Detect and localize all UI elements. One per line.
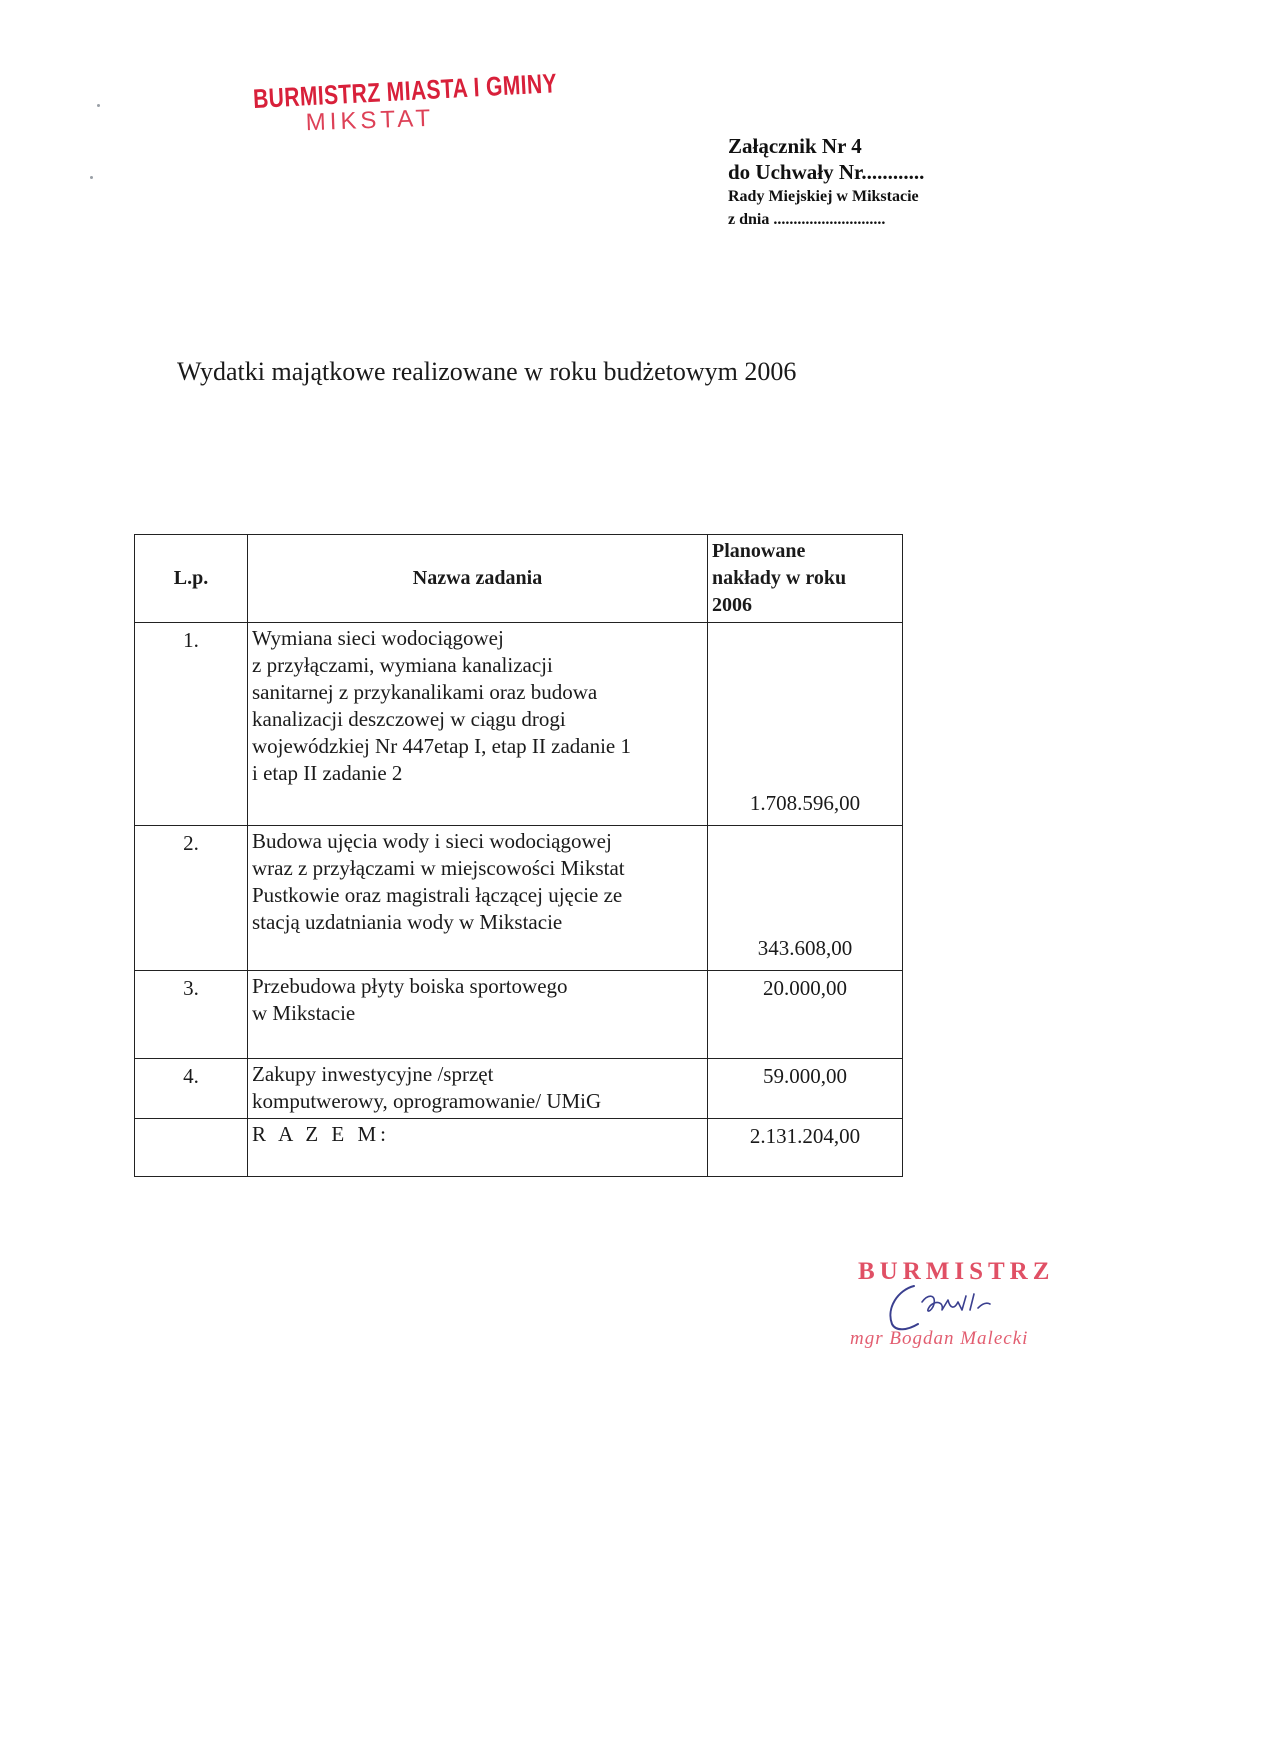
stamp-title: BURMISTRZ [858, 1258, 1055, 1285]
row-task-name [248, 1059, 708, 1119]
row-amount: 20.000,00 [708, 971, 903, 1059]
total-label [248, 1119, 708, 1177]
row-task-name [248, 826, 708, 971]
row-task-name [248, 623, 708, 826]
scan-speck [97, 104, 100, 107]
total-empty-cell [135, 1119, 248, 1177]
row-amount: 343.608,00 [708, 826, 903, 971]
document-title: Wydatki majątkowe realizowane w roku budżetowym 2006 [177, 357, 797, 386]
mayor-stamp-top [220, 68, 558, 137]
table-row [135, 826, 903, 971]
table-row [135, 971, 903, 1059]
table-total-row [135, 1119, 903, 1177]
task-line: sanitarnej z przykanalikami oraz budowa [252, 680, 598, 704]
task-line: Przebudowa płyty boiska sportowego [252, 974, 568, 998]
resolution-number: do Uchwały Nr............ [728, 160, 925, 184]
task-line: kanalizacji deszczowej w ciągu drogi [252, 707, 566, 731]
annex-number: Załącznik Nr 4 [728, 134, 862, 158]
task-line: z przyłączami, wymiana kanalizacji [252, 653, 553, 677]
table-header-row [135, 535, 903, 623]
task-line: Pustkowie oraz magistrali łączącej ujęcie ze [252, 883, 623, 907]
row-lp: 4. [135, 1059, 248, 1119]
table-row [135, 1059, 903, 1119]
mayor-signature-stamp [848, 1258, 1088, 1368]
header-planned [708, 535, 903, 623]
resolution-date: z dnia ............................ [728, 211, 886, 228]
stamp-line-office: BURMISTRZ MIASTA I GMINY [252, 68, 558, 115]
stamp-line-town: MIKSTAT [305, 104, 435, 137]
header-planned-line: Planowane [712, 540, 806, 562]
total-label-text: R A Z E M: [252, 1122, 391, 1146]
task-line: Budowa ujęcia wody i sieci wodociągowej [252, 829, 612, 853]
task-line: Wymiana sieci wodociągowej [252, 626, 504, 650]
header-task-name: Nazwa zadania [248, 535, 708, 623]
header-planned-line: 2006 [712, 594, 752, 616]
header-lp: L.p. [135, 535, 248, 623]
row-lp: 2. [135, 826, 248, 971]
row-lp: 3. [135, 971, 248, 1059]
task-line: stacją uzdatniania wody w Mikstacie [252, 910, 563, 934]
task-line: i etap II zadanie 2 [252, 761, 403, 785]
total-amount: 2.131.204,00 [708, 1119, 903, 1177]
row-lp: 1. [135, 623, 248, 826]
task-line: komputwerowy, oprogramowanie/ UMiG [252, 1089, 602, 1113]
header-planned-line: nakłady w roku [712, 567, 847, 589]
task-line: wojewódzkiej Nr 447etap I, etap II zadanie 1 [252, 734, 632, 758]
row-amount: 1.708.596,00 [708, 623, 903, 826]
task-line: Zakupy inwestycyjne /sprzęt [252, 1062, 494, 1086]
task-line: wraz z przyłączami w miejscowości Mikstat [252, 856, 625, 880]
stamp-name: mgr Bogdan Malecki [850, 1328, 1029, 1349]
annex-header [728, 133, 924, 231]
row-amount: 59.000,00 [708, 1059, 903, 1119]
scan-speck [90, 176, 93, 179]
council-name: Rady Miejskiej w Mikstacie [728, 188, 919, 205]
expenditure-table [134, 534, 903, 1177]
task-line: w Mikstacie [252, 1001, 356, 1025]
row-task-name [248, 971, 708, 1059]
table-row [135, 623, 903, 826]
